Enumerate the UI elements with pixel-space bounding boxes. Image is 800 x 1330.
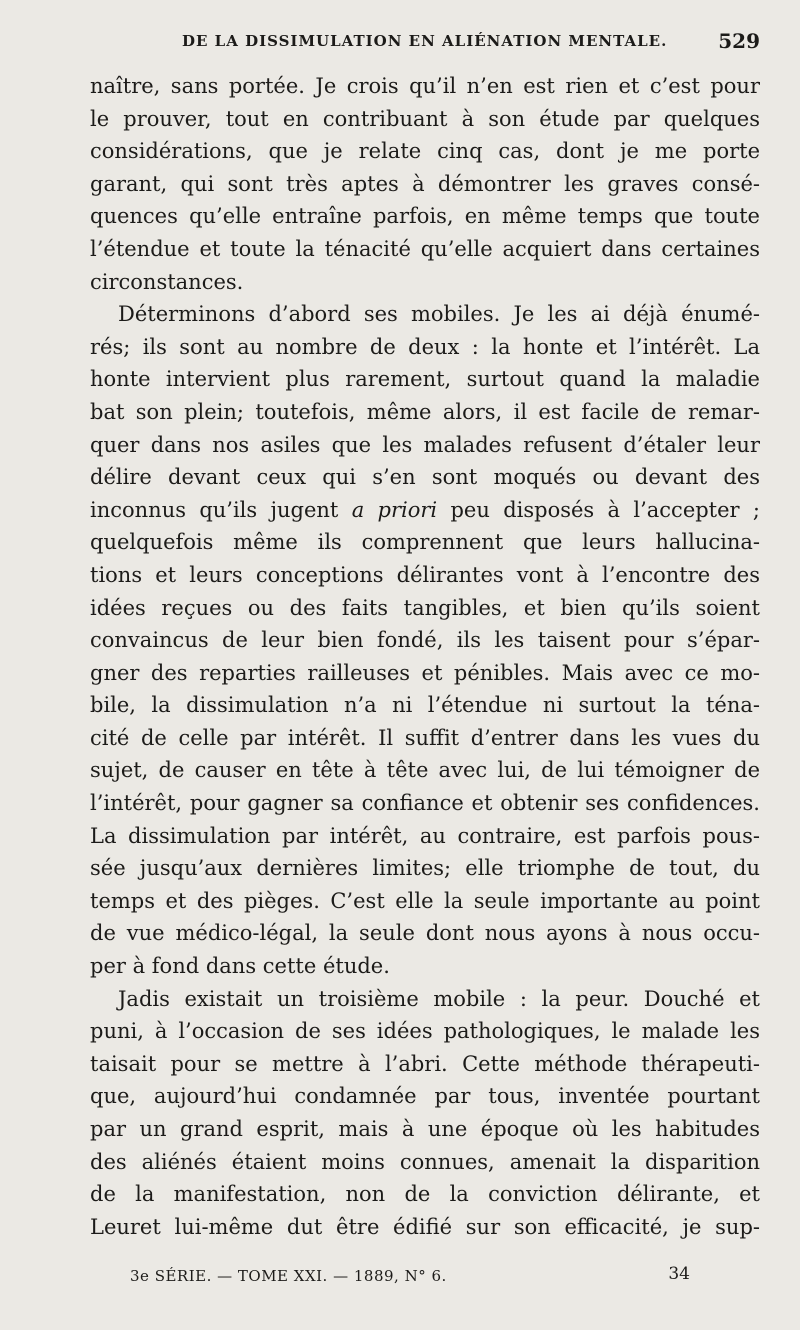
text-line: gner des reparties railleuses et pénibles. Mais avec ce mo-	[90, 660, 760, 685]
text-line: idées reçues ou des faits tangibles, et bien qu’ils soient	[90, 595, 760, 620]
text-line: taisait pour se mettre à l’abri. Cette méthode thérapeuti-	[90, 1051, 760, 1076]
text-line: per à fond dans cette étude.	[90, 954, 390, 979]
text-line: cité de celle par intérêt. Il suffit d’entrer dans les vues du	[90, 725, 760, 750]
text-line	[90, 494, 760, 527]
text-line: l’intérêt, pour gagner sa confiance et obtenir ses confidences.	[90, 791, 760, 816]
text-line: temps et des pièges. C’est elle la seule importante au point	[90, 888, 760, 913]
text-line: Leuret lui-même dut être édifié sur son efficacité, je sup-	[90, 1214, 760, 1239]
text-line: de la manifestation, non de la conviction délirante, et	[90, 1182, 760, 1207]
text-line: naître, sans portée. Je crois qu’il n’en est rien et c’est pour	[90, 74, 760, 98]
page-header	[90, 29, 760, 60]
text-line: par un grand esprit, mais à une époque où les habitudes	[90, 1117, 760, 1141]
text-line: puni, à l’occasion de ses idées pathologiques, le malade les	[90, 1019, 760, 1044]
printer-signature: 3e SÉRIE. — TOME XXI. — 1889, N° 6.	[130, 1267, 447, 1285]
text-line: délire devant ceux qui s’en sont moqués ou devant des	[90, 465, 760, 490]
text-line: honte intervient plus rarement, surtout quand la maladie	[90, 367, 760, 392]
text-line: rés; ils sont au nombre de deux : la honte et l’intérêt. La	[90, 334, 760, 359]
text-line: convaincus de leur bien fondé, ils les taisent pour s’épar-	[90, 628, 760, 653]
text-line: considérations, que je relate cinq cas, dont je me porte	[90, 139, 760, 164]
text-line: bile, la dissimulation n’a ni l’étendue ni surtout la téna-	[90, 693, 760, 718]
text-line: l’étendue et toute la ténacité qu’elle acquiert dans certaines	[90, 236, 760, 261]
text-line: quer dans nos asiles que les malades refusent d’étaler leur	[90, 432, 760, 457]
text-line: sée jusqu’aux dernières limites; elle triomphe de tout, du	[90, 856, 760, 881]
body-text	[90, 70, 760, 1243]
text-line: que, aujourd’hui condamnée par tous, inventée pourtant	[90, 1084, 760, 1109]
text-line: bat son plein; toutefois, même alors, il est facile de remar-	[90, 399, 760, 424]
text-line: La dissimulation par intérêt, au contraire, est parfois pous-	[90, 823, 760, 848]
text-line: quences qu’elle entraîne parfois, en même temps que toute	[90, 204, 760, 229]
text-line: Déterminons d’abord ses mobiles. Je les ai déjà énumé-	[118, 302, 760, 327]
signature-mark: 34	[668, 1264, 690, 1284]
text-line: quelquefois même ils comprennent que leurs hallucina-	[90, 530, 760, 555]
italic-phrase: a priori	[351, 497, 438, 522]
page-number: 529	[718, 29, 760, 53]
text-line: Jadis existait un troisième mobile : la peur. Douché et	[118, 986, 760, 1011]
text-line: de vue médico-légal, la seule dont nous ayons à nous occu-	[90, 921, 760, 946]
text-line: circonstances.	[90, 269, 244, 294]
text-line: tions et leurs conceptions délirantes vont à l’encontre des	[90, 562, 760, 587]
page-footer	[130, 1264, 690, 1293]
text-line: des aliénés étaient moins connues, amenait la disparition	[90, 1149, 760, 1174]
text-line: garant, qui sont très aptes à démontrer les graves consé-	[90, 171, 760, 196]
text-segment: inconnus qu’ils jugent	[90, 497, 352, 522]
text-line: sujet, de causer en tête à tête avec lui, de lui témoigner de	[90, 758, 760, 783]
text-segment: peu disposés à l’accepter ;	[437, 497, 760, 522]
running-head: DE LA DISSIMULATION EN ALIÉNATION MENTALE.	[182, 32, 668, 50]
text-line: le prouver, tout en contribuant à son étude par quelques	[90, 106, 760, 131]
